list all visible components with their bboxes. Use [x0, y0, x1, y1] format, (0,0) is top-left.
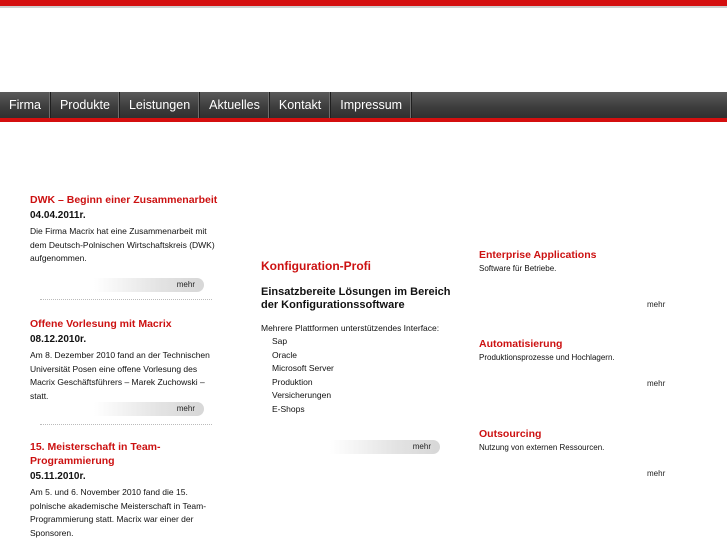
platform-item: E-Shops	[272, 403, 305, 414]
service-text: Produktionsprozesse und Hochlagern.	[479, 353, 615, 362]
service-block	[479, 248, 679, 275]
news-text: Am 8. Dezember 2010 fand an der Technischen Universität Posen eine offene Vorlesung des Macrix Geschäftsführers – Marek Zuchowski – statt.	[30, 350, 210, 401]
center-intro: Mehrere Plattformen unterstützendes Interface:	[261, 323, 440, 333]
news-item	[30, 193, 222, 266]
news-date: 05.11.2010r.	[30, 471, 86, 482]
center-feature	[261, 258, 451, 416]
service-text: Software für Betriebe.	[479, 264, 557, 273]
nav-item-leistungen[interactable]: Leistungen	[120, 92, 200, 118]
nav-item-kontakt[interactable]: Kontakt	[270, 92, 331, 118]
service-title[interactable]: Automatisierung	[479, 338, 563, 350]
service-text: Nutzung von externen Ressourcen.	[479, 443, 605, 452]
news-text: Die Firma Macrix hat eine Zusammenarbeit mit dem Deutsch-Polnischen Wirtschaftskreis (DWK) aufgenommen.	[30, 226, 215, 263]
nav-item-firma[interactable]: Firma	[0, 92, 51, 118]
service-more-link[interactable]: mehr	[647, 300, 666, 309]
news-date: 04.04.2011r.	[30, 210, 86, 221]
service-title[interactable]: Enterprise Applications	[479, 249, 597, 261]
platform-item: Microsoft Server	[272, 363, 334, 373]
platform-item: Versicherungen	[272, 390, 332, 400]
news-divider	[40, 424, 212, 425]
news-title[interactable]: DWK – Beginn einer Zusammenarbeit	[30, 194, 218, 206]
news-title[interactable]: Offene Vorlesung mit Macrix	[30, 318, 172, 330]
service-more-link[interactable]: mehr	[647, 469, 666, 478]
platform-item: Produktion	[272, 376, 313, 387]
service-more-link[interactable]: mehr	[647, 379, 666, 388]
service-title[interactable]: Outsourcing	[479, 428, 542, 440]
center-more-button[interactable]: mehr	[330, 440, 440, 454]
nav-red-underline	[0, 118, 727, 122]
platform-list	[272, 335, 451, 416]
service-block	[479, 427, 679, 454]
news-item	[30, 317, 222, 403]
nav-item-impressum[interactable]: Impressum	[331, 92, 412, 118]
news-more-button[interactable]: mehr	[94, 278, 204, 292]
top-gray-line	[0, 6, 727, 8]
news-date: 08.12.2010r.	[30, 334, 87, 345]
news-more-button[interactable]: mehr	[94, 402, 204, 416]
platform-item: Oracle	[272, 349, 298, 360]
news-text: Am 5. und 6. November 2010 fand die 15. polnische akademische Meisterschaft in Team-Programmierung statt. Macrix war einer der Sponsoren.	[30, 487, 207, 538]
center-title: Konfiguration-Profi	[261, 259, 371, 273]
center-subtitle: Einsatzbereite Lösungen im Bereich der Konfigurationssoftware	[261, 286, 451, 311]
news-item	[30, 440, 222, 540]
news-divider	[40, 299, 212, 300]
main-nav	[0, 92, 727, 118]
service-block	[479, 337, 679, 364]
platform-item: Sap	[272, 336, 288, 346]
nav-item-aktuelles[interactable]: Aktuelles	[200, 92, 270, 118]
news-title[interactable]: 15. Meisterschaft in Team-Programmierung	[30, 441, 161, 467]
nav-item-produkte[interactable]: Produkte	[51, 92, 120, 118]
